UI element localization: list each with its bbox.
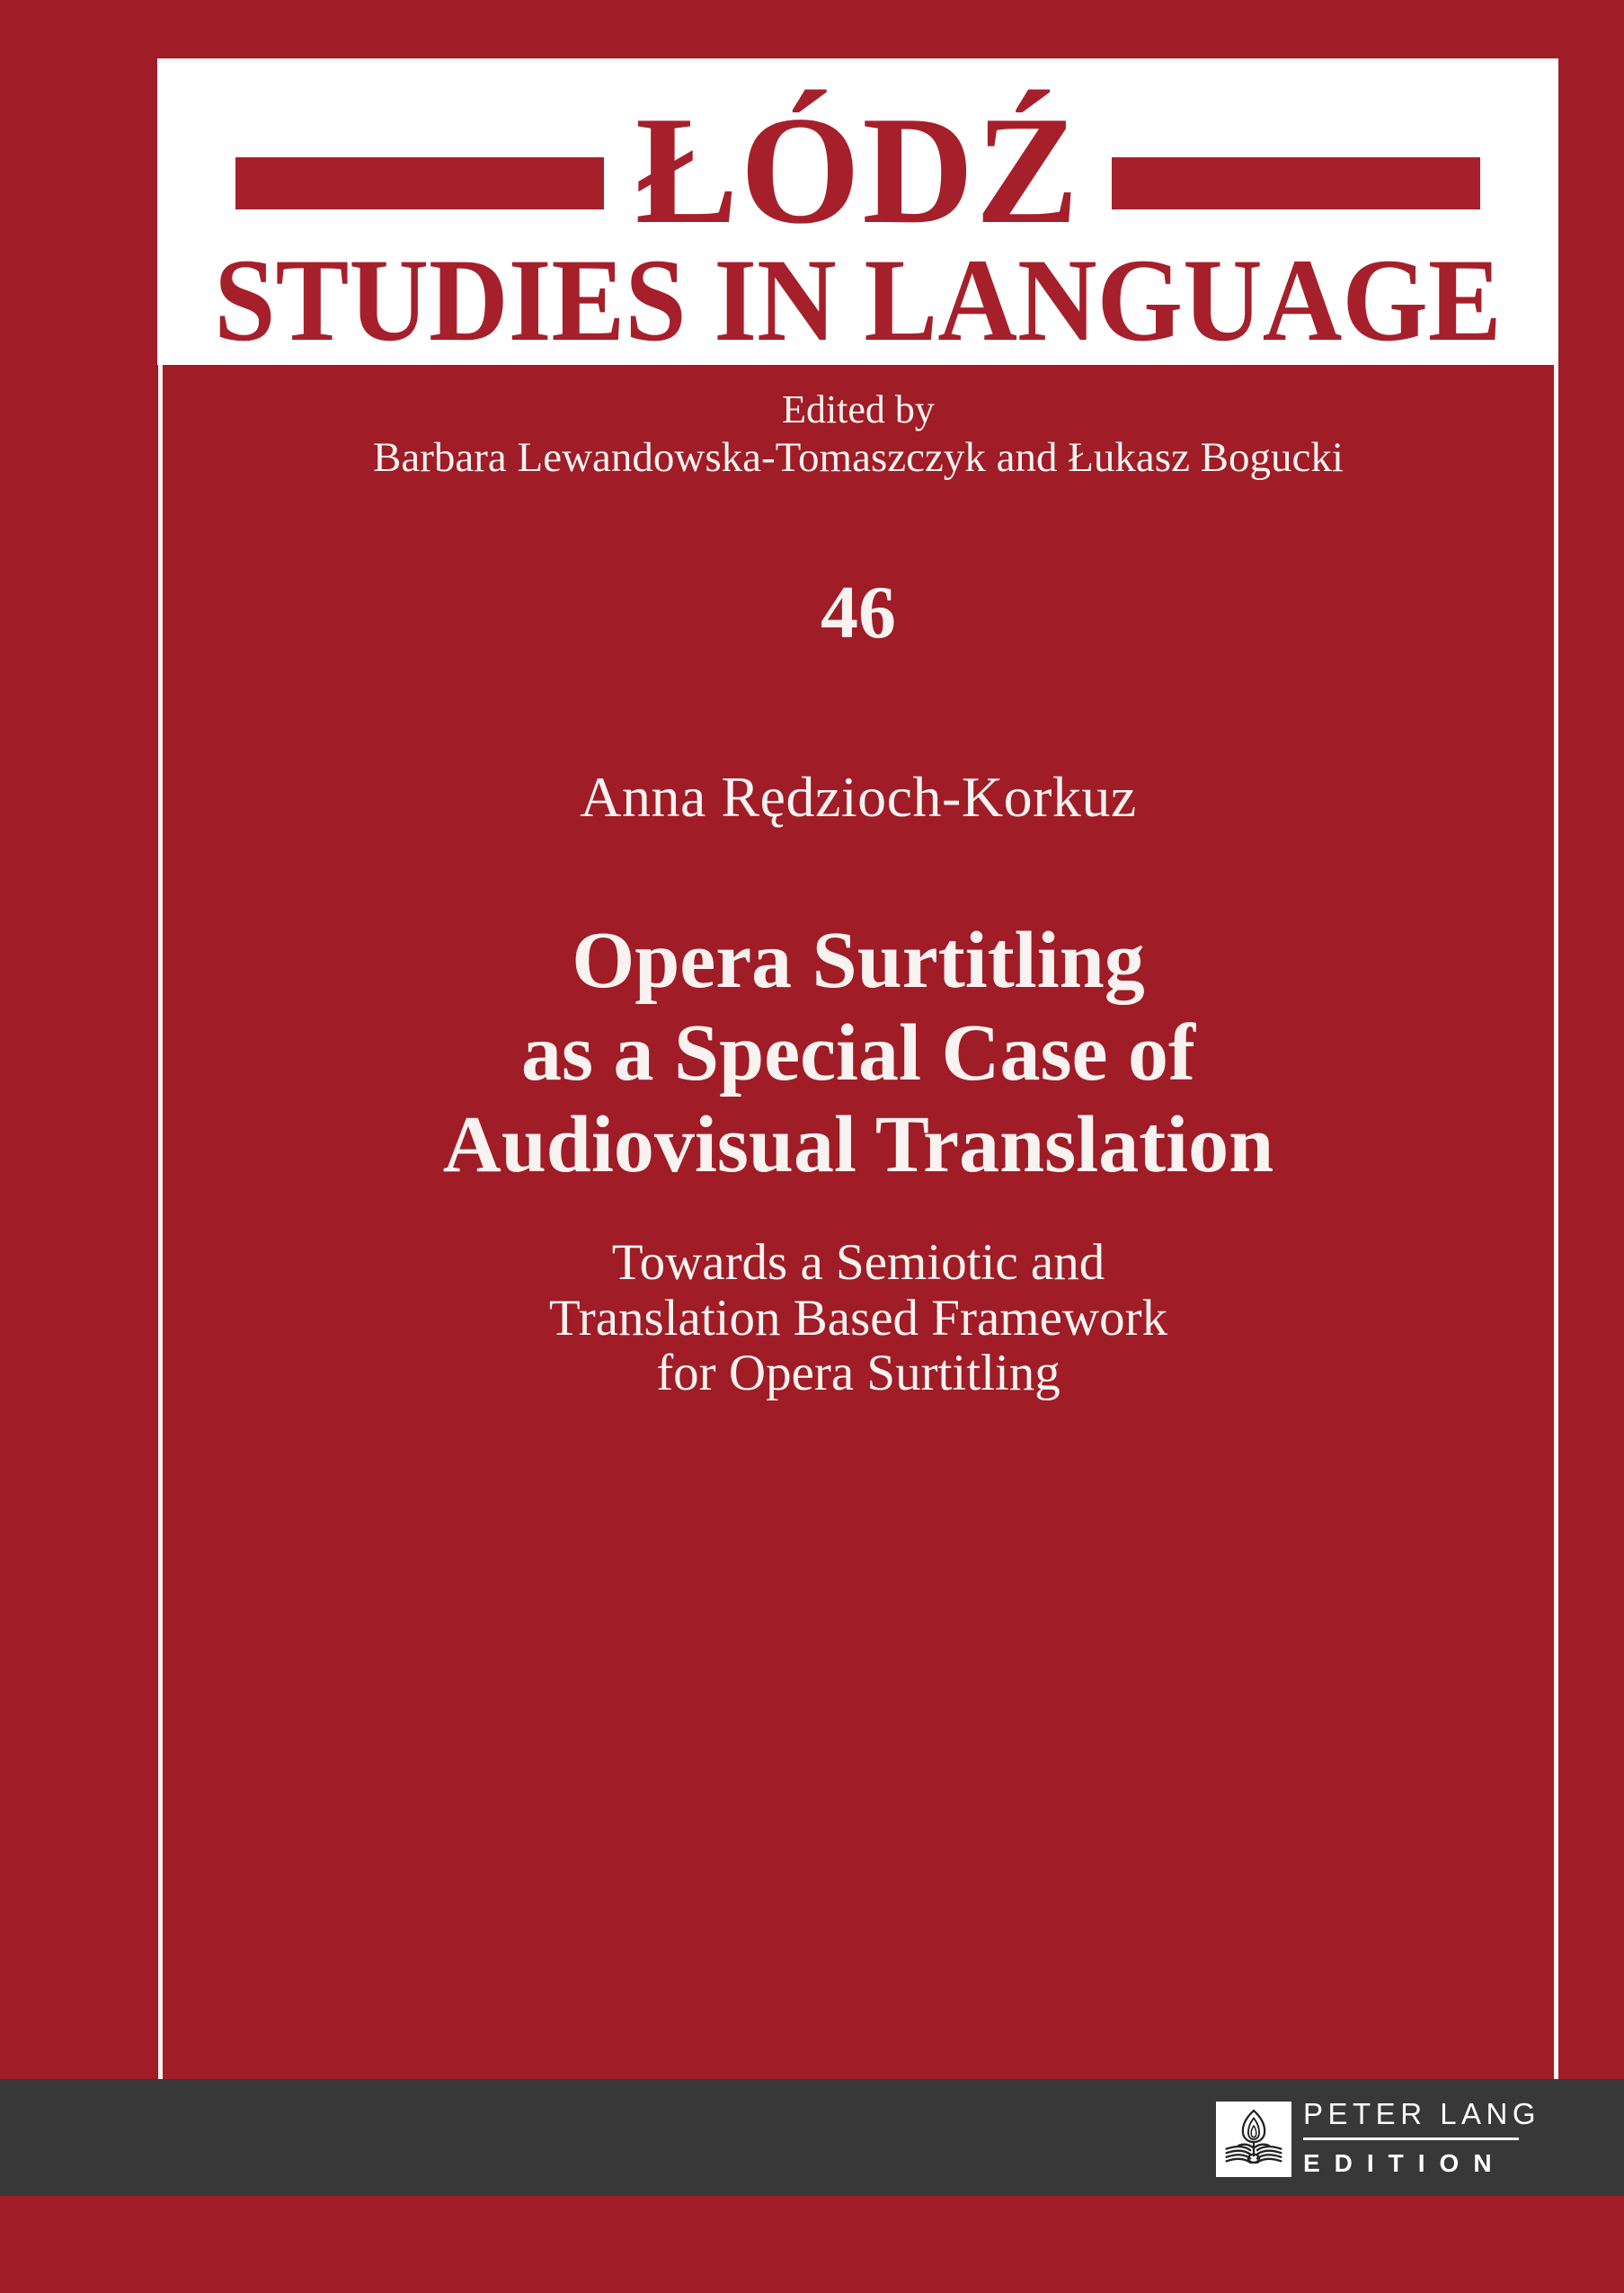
banner-right-bar <box>1112 157 1480 209</box>
volume-number: 46 <box>821 571 896 654</box>
book-title-line-2: as a Special Case of <box>521 1008 1195 1098</box>
banner-left-bar <box>235 157 604 209</box>
book-title-line-3: Audiovisual Translation <box>442 1100 1274 1190</box>
publisher-name: PETER LANG <box>1303 2097 1541 2130</box>
book-tulip-icon <box>1220 2105 1288 2173</box>
series-editors: Barbara Lewandowska-Tomaszczyk and Łukasz Bogucki <box>373 434 1344 481</box>
publisher-wordmark <box>1303 2097 1541 2177</box>
series-title-label: STUDIES IN LANGUAGE <box>214 234 1502 366</box>
author-name: Anna Rędzioch-Korkuz <box>580 765 1137 829</box>
book-subtitle-line-1: Towards a Semiotic and <box>611 1234 1105 1291</box>
book-subtitle <box>158 1235 1558 1401</box>
publisher-divider <box>1303 2137 1519 2140</box>
book-title-line-1: Opera Surtitling <box>572 916 1145 1005</box>
edited-by-label: Edited by <box>782 387 935 431</box>
book-title <box>158 915 1558 1192</box>
publisher-band <box>0 2079 1624 2196</box>
publisher-imprint: EDITION <box>1303 2149 1506 2177</box>
publisher-logo <box>1216 2102 1291 2177</box>
book-subtitle-line-3: for Opera Surtitling <box>656 1345 1060 1402</box>
book-subtitle-line-2: Translation Based Framework <box>548 1289 1168 1346</box>
series-city-label: ŁÓDŹ <box>635 85 1081 256</box>
series-city-row <box>157 85 1558 256</box>
series-banner <box>157 58 1558 365</box>
